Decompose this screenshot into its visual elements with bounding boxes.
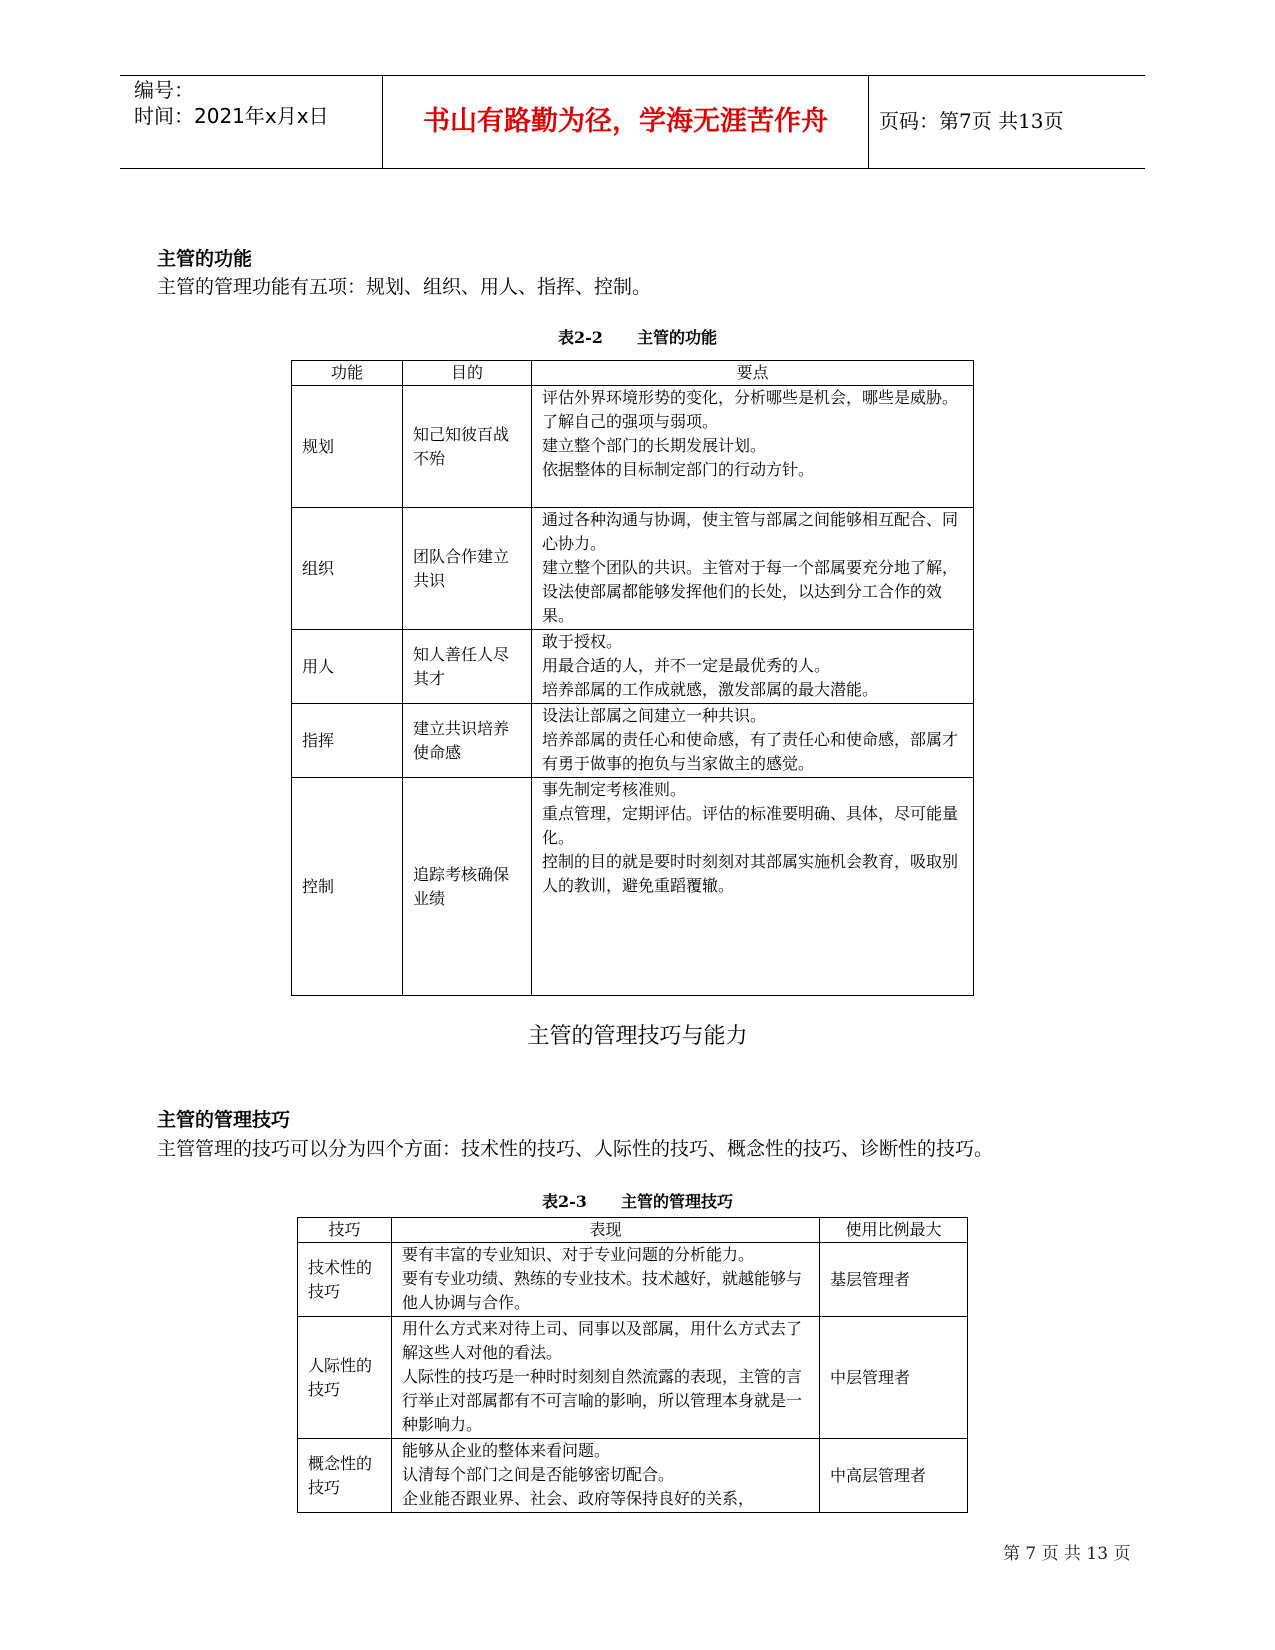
header-left-cell	[120, 76, 383, 168]
header-center-cell	[383, 76, 869, 168]
time-label: 时间：2021年x月x日	[134, 104, 329, 128]
document-header	[120, 75, 1145, 169]
cell-level: 中层管理者	[820, 1317, 968, 1439]
cell-purpose: 建立共识培养使命感	[403, 704, 532, 778]
table-header-row	[292, 361, 974, 386]
cell-level: 中高层管理者	[820, 1439, 968, 1513]
cell-function: 规划	[292, 386, 403, 508]
cell-points: 事先制定考核准则。 重点管理，定期评估。评估的标准要明确、具体，尽可能量化。 控制的目的就是要时时刻刻对其部属实施机会教育，吸取别人的教训，避免重蹈覆辙。	[532, 778, 974, 996]
table-row	[298, 1317, 968, 1439]
cell-purpose: 知人善任人尽其才	[403, 630, 532, 704]
table-row	[298, 1439, 968, 1513]
number-label: 编号：	[134, 78, 194, 102]
cell-points: 敢于授权。 用最合适的人，并不一定是最优秀的人。 培养部属的工作成就感，激发部属的最大潜能。	[532, 630, 974, 704]
table-row	[292, 704, 974, 778]
header-desc: 表现	[392, 1218, 820, 1243]
cell-skill: 人际性的技巧	[298, 1317, 392, 1439]
header-function: 功能	[292, 361, 403, 386]
cell-desc: 要有丰富的专业知识、对于专业问题的分析能力。 要有专业功绩、熟练的专业技术。技术越好，就越能够与他人协调与合作。	[392, 1243, 820, 1317]
motto: 书山有路勤为径，学海无涯苦作舟	[423, 106, 828, 137]
page-label: 页码：第7页 共13页	[879, 109, 1064, 133]
table2-caption-num: 表2-3	[542, 1192, 587, 1211]
cell-function: 指挥	[292, 704, 403, 778]
cell-desc: 用什么方式来对待上司、同事以及部属，用什么方式去了解这些人对他的看法。 人际性的技巧是一种时时刻刻自然流露的表现，主管的言行举止对部属都有不可言喻的影响，所以管理本身就是一种影响力。	[392, 1317, 820, 1439]
cell-purpose: 追踪考核确保业绩	[403, 778, 532, 996]
table1-caption-num: 表2-2	[558, 328, 603, 347]
header-purpose: 目的	[403, 361, 532, 386]
cell-level: 基层管理者	[820, 1243, 968, 1317]
cell-purpose: 知己知彼百战不殆	[403, 386, 532, 508]
table1-caption	[0, 327, 1275, 349]
table2-caption	[0, 1191, 1275, 1213]
table1-caption-title: 主管的功能	[636, 328, 717, 347]
cell-desc: 能够从企业的整体来看问题。 认清每个部门之间是否能够密切配合。 企业能否跟业界、社会、政府等保持良好的关系，	[392, 1439, 820, 1513]
section2-heading: 主管的管理技巧	[157, 1109, 291, 1131]
cell-points: 评估外界环境形势的变化，分析哪些是机会，哪些是威胁。 了解自己的强项与弱项。 建立整个部门的长期发展计划。 依据整体的目标制定部门的行动方针。	[532, 386, 974, 508]
header-skill: 技巧	[298, 1218, 392, 1243]
section2-intro: 主管管理的技巧可以分为四个方面：技术性的技巧、人际性的技巧、概念性的技巧、诊断性的技巧。	[157, 1138, 994, 1160]
cell-points: 通过各种沟通与协调，使主管与部属之间能够相互配合、同心协力。 建立整个团队的共识。主管对于每一个部属要充分地了解，设法使部属都能够发挥他们的长处，以达到分工合作的效果。	[532, 508, 974, 630]
cell-points: 设法让部属之间建立一种共识。 培养部属的责任心和使命感，有了责任心和使命感，部属才有勇于做事的抱负与当家做主的感觉。	[532, 704, 974, 778]
table-header-row	[298, 1218, 968, 1243]
page-footer: 第 7 页 共 13 页	[1003, 1544, 1131, 1564]
cell-function: 控制	[292, 778, 403, 996]
header-right-cell	[869, 76, 1145, 168]
table-row	[292, 508, 974, 630]
cell-skill: 技术性的技巧	[298, 1243, 392, 1317]
table2-caption-title: 主管的管理技巧	[620, 1192, 733, 1211]
table-row	[292, 778, 974, 996]
function-table	[291, 360, 974, 996]
section-title: 主管的管理技巧与能力	[527, 1024, 748, 1049]
cell-skill: 概念性的技巧	[298, 1439, 392, 1513]
table-row	[298, 1243, 968, 1317]
header-points: 要点	[532, 361, 974, 386]
cell-function: 组织	[292, 508, 403, 630]
table-row	[292, 630, 974, 704]
table-row	[292, 386, 974, 508]
cell-function: 用人	[292, 630, 403, 704]
skills-table	[297, 1217, 968, 1513]
cell-purpose: 团队合作建立共识	[403, 508, 532, 630]
section1-intro: 主管的管理功能有五项：规划、组织、用人、指挥、控制。	[157, 276, 652, 298]
header-level: 使用比例最大	[820, 1218, 968, 1243]
section1-heading: 主管的功能	[157, 248, 253, 270]
